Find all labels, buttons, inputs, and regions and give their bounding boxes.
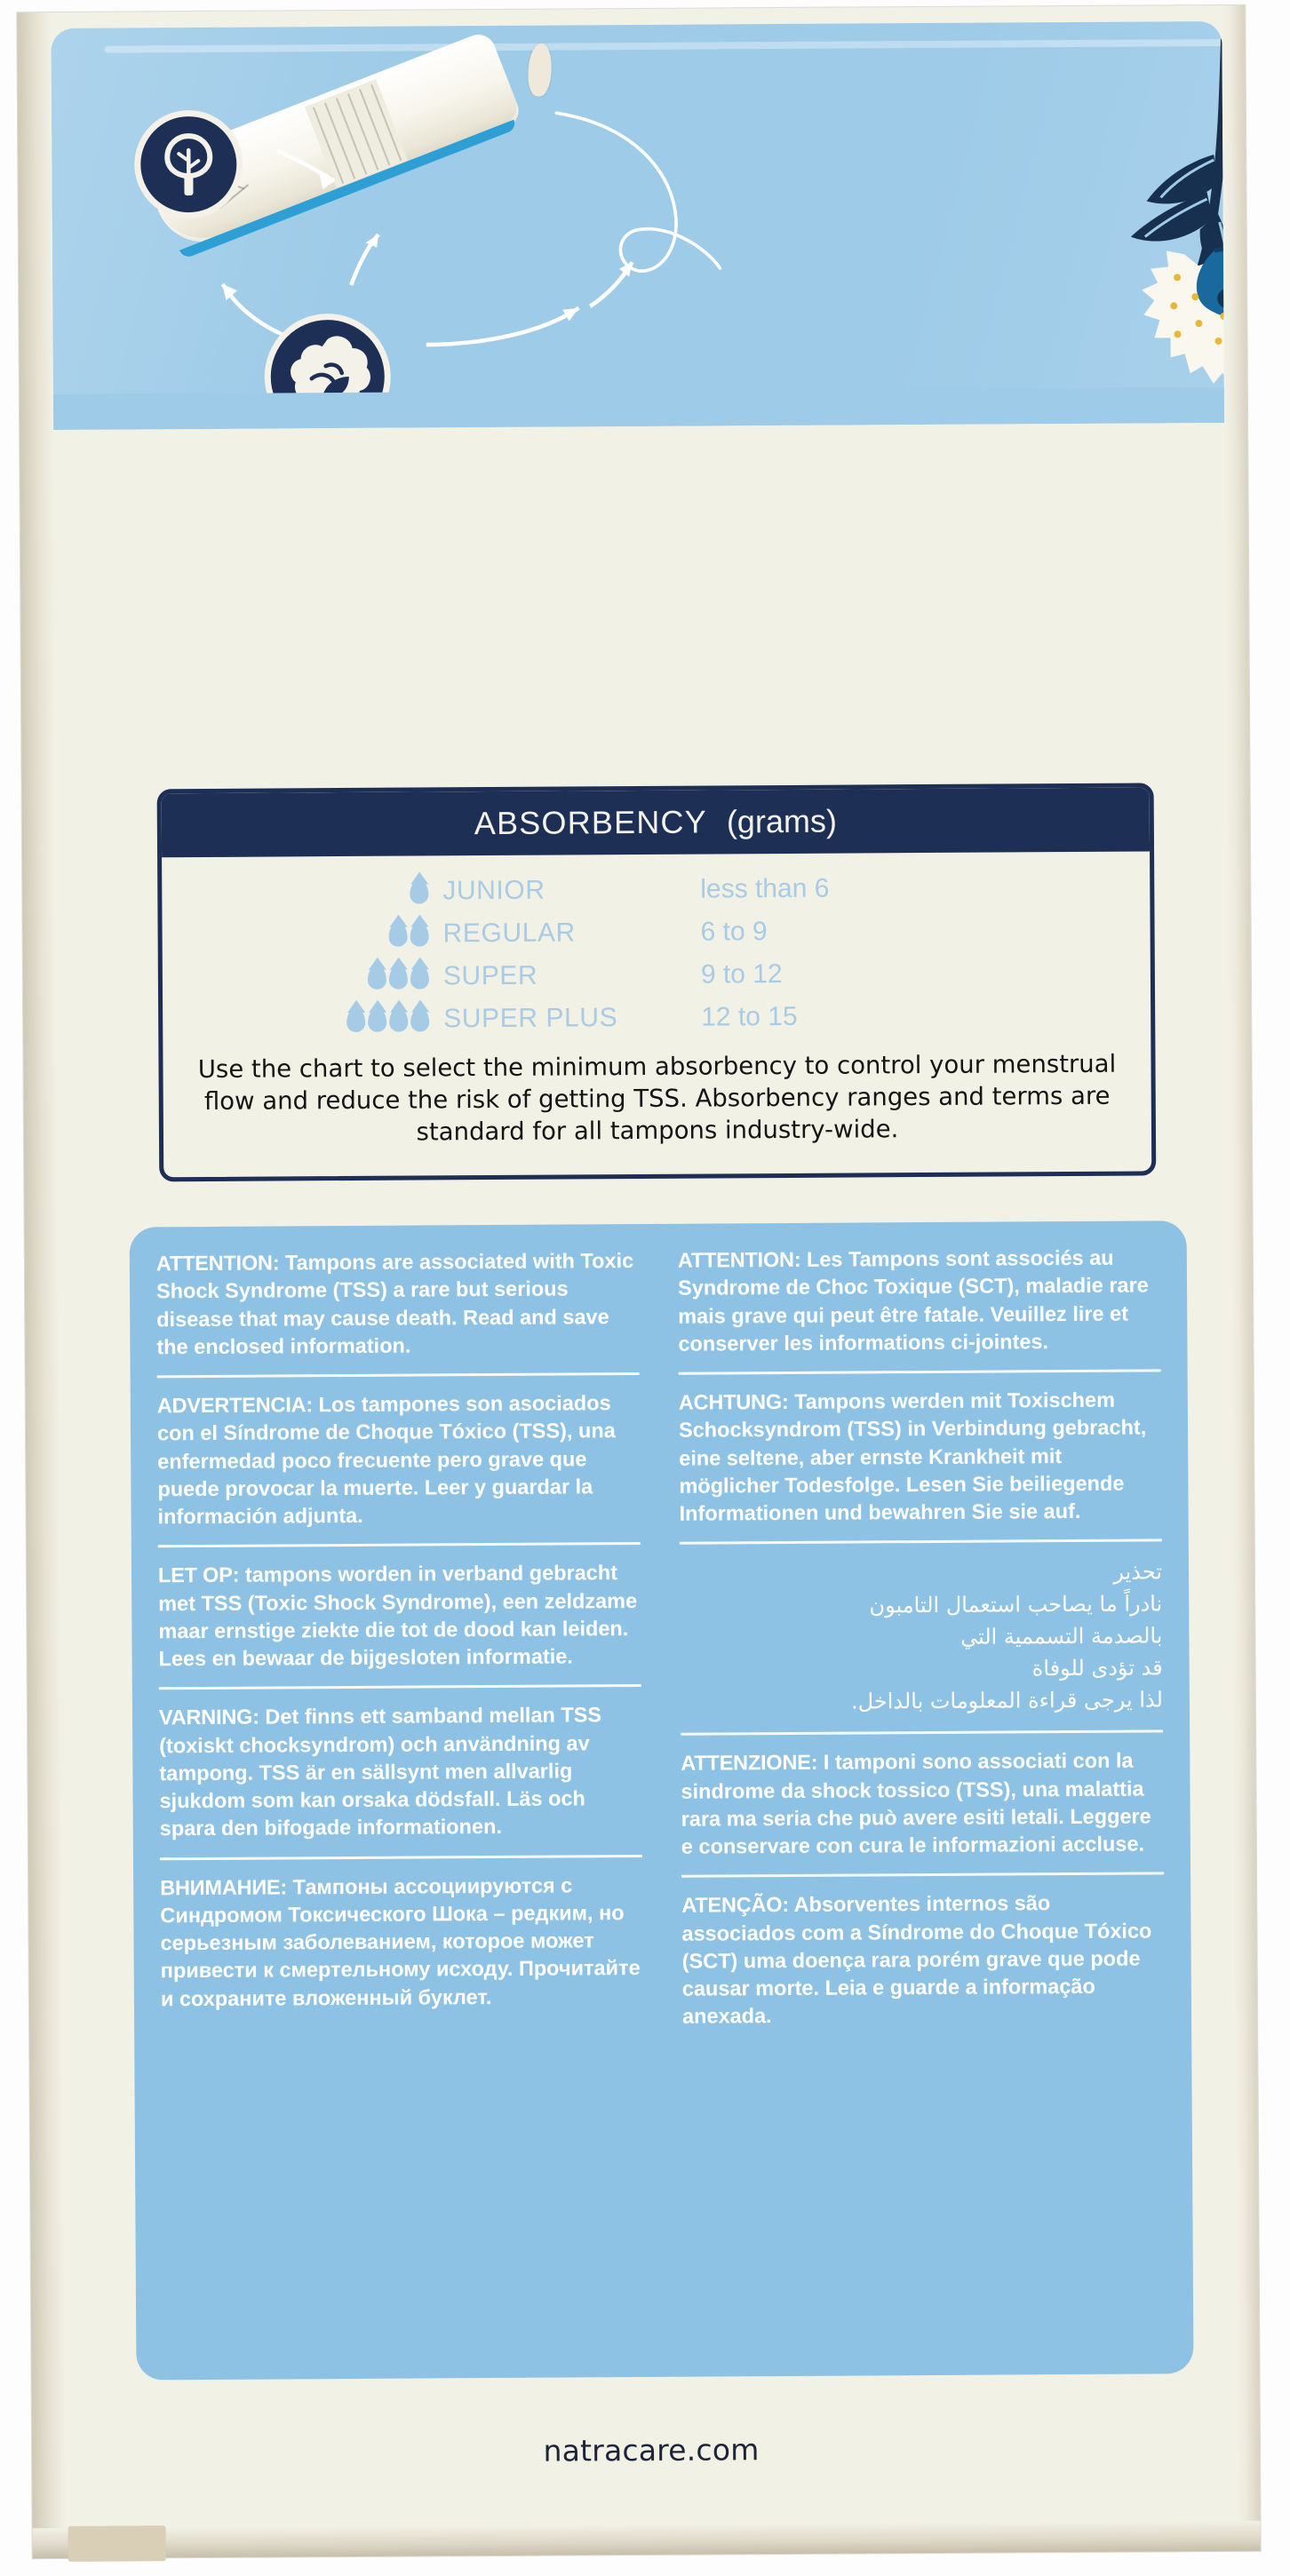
warning-fr <box>678 1244 1161 1357</box>
tree-badge-icon <box>140 116 237 213</box>
divider <box>160 1854 642 1859</box>
box-bottom-tab <box>68 2525 166 2562</box>
warning-label-fr: ATTENTION: <box>677 1247 801 1272</box>
absorbency-rows <box>162 851 1151 1046</box>
warning-sv <box>159 1701 642 1843</box>
blue-illustration-panel <box>51 21 1224 410</box>
warning-text-sv: Det finns ett samband mellan TSS (toxiskt chocksyndrom) och användning av tampong. TSS är en sällsynt men allvarlig sjukdom som kan orsaka dödsfall. Läs och spara den bifogade informationen. <box>159 1703 602 1841</box>
absorbency-drops-3 <box>163 965 443 990</box>
warning-label-it: ATTENZIONE: <box>681 1751 818 1775</box>
table-row <box>162 865 1150 914</box>
warning-en <box>156 1247 640 1361</box>
table-row <box>162 908 1150 957</box>
absorbency-level-name: SUPER <box>442 960 538 991</box>
table-row <box>163 993 1151 1042</box>
warning-text-es: Los tampones son asociados con el Síndrome de Choque Tóxico (TSS), una enfermedad poco frecuente pero grave que puede provocar la muerte. Leer y guardar la información adjunta. <box>156 1391 616 1529</box>
warning-label-sv: VARNING: <box>158 1705 259 1729</box>
brand-url: natracare.com <box>543 2431 760 2469</box>
product-box <box>17 5 1260 2558</box>
warnings-block <box>130 1220 1194 2380</box>
warning-label-en: ATTENTION: <box>155 1251 280 1276</box>
warning-nl <box>158 1559 641 1673</box>
absorbency-card <box>157 783 1157 1181</box>
absorbency-header <box>162 787 1150 857</box>
absorbency-title: ABSORBENCY <box>474 803 707 842</box>
footer <box>66 2404 1238 2496</box>
absorbency-level-value: less than 6 <box>700 873 830 904</box>
warning-es <box>157 1389 641 1531</box>
divider <box>159 1684 641 1690</box>
absorbency-level-value: 9 to 12 <box>700 959 783 990</box>
divider <box>681 1730 1163 1736</box>
warning-it <box>681 1747 1164 1861</box>
warning-text-it: I tamponi sono associati con la sindrome da shock tossico (TSS), una malattia rara ma seria che può avere esiti letali. Leggere e conservare con cura le informazioni accluse. <box>681 1748 1151 1858</box>
divider <box>679 1369 1161 1374</box>
absorbency-note: Use the chart to select the minimum absorbency to control your menstrual flow and reduce the risk of getting TSS. Absorbency ranges and terms are standard for all tampons industry-wide. <box>197 1049 1117 1147</box>
absorbency-level-name: SUPER PLUS <box>443 1003 618 1034</box>
absorbency-level-value: 12 to 15 <box>701 1001 798 1032</box>
warning-pt <box>681 1889 1165 2031</box>
warning-de <box>679 1386 1162 1528</box>
warning-text-ru: Тампоны ассоциируются с Синдромом Токсического Шока – редким, но серьезным заболеванием, которое может привести к смертельному исходу. Прочитайте и сохраните вложенный буклет. <box>160 1872 641 2010</box>
divider <box>681 1872 1164 1878</box>
warnings-column-right <box>658 1220 1194 2377</box>
warning-text-fr: Les Tampons sont associés au Syndrome de Choc Toxique (SCT), maladie rare mais grave qui peut être fatale. Veuillez lire et conserver les informations ci-jointes. <box>677 1245 1149 1356</box>
absorbency-drops-4 <box>163 1007 443 1033</box>
warning-ar: تحذير نادراً ما يصاحب استعمال التامبون بالصدمة التسممية التي قد تؤدى للوفاة لذا يرجى قراءة المعلومات بالداخل. <box>850 1559 1163 1714</box>
divider <box>157 1372 640 1378</box>
warning-text-en: Tampons are associated with Toxic Shock Syndrome (TSS) a rare but serious disease that may cause death. Read and save the enclosed information. <box>155 1249 634 1359</box>
divider <box>680 1539 1162 1545</box>
absorbency-level-value: 6 to 9 <box>700 917 768 947</box>
absorbency-level-name: JUNIOR <box>442 875 545 906</box>
warning-label-pt: ATENÇÃO: <box>681 1893 790 1917</box>
warnings-column-left <box>130 1224 665 2381</box>
absorbency-drops-2 <box>163 922 443 948</box>
warning-text-de: Tampons werden mit Toxischem Schocksyndrom (TSS) in Verbindung gebracht, eine seltene, aber ernste Krankheit mit möglicher Todesfolge. Lesen Sie beiliegende Informationen und bewahren Sie sie auf. <box>678 1387 1147 1525</box>
warning-label-de: ACHTUNG: <box>678 1389 789 1414</box>
warning-label-nl: LET OP: <box>157 1563 240 1587</box>
warning-ru <box>160 1871 643 2013</box>
daisy-flower-icon <box>1063 38 1224 410</box>
warning-text-pt: Absorventes internos são associados com a Síndrome do Choque Tóxico (SCT) uma doença rara porém grave que pode causar morte. Leia e guarde a informação anexada. <box>681 1891 1152 2028</box>
warning-label-ru: ВНИМАНИЕ: <box>160 1874 288 1899</box>
absorbency-level-name: REGULAR <box>442 918 576 949</box>
divider <box>158 1542 641 1547</box>
warning-text-nl: tampons worden in verband gebracht met TSS (Toxic Shock Syndrome), een zeldzame maar ernstige ziekte die tot de dood kan leiden. Lees en bewaar de bijgesloten informatie. <box>158 1561 638 1671</box>
table-row <box>163 950 1151 999</box>
absorbency-drops-1 <box>162 879 442 905</box>
absorbency-units: (grams) <box>726 802 837 840</box>
warning-label-es: ADVERTENCIA: <box>156 1393 314 1418</box>
